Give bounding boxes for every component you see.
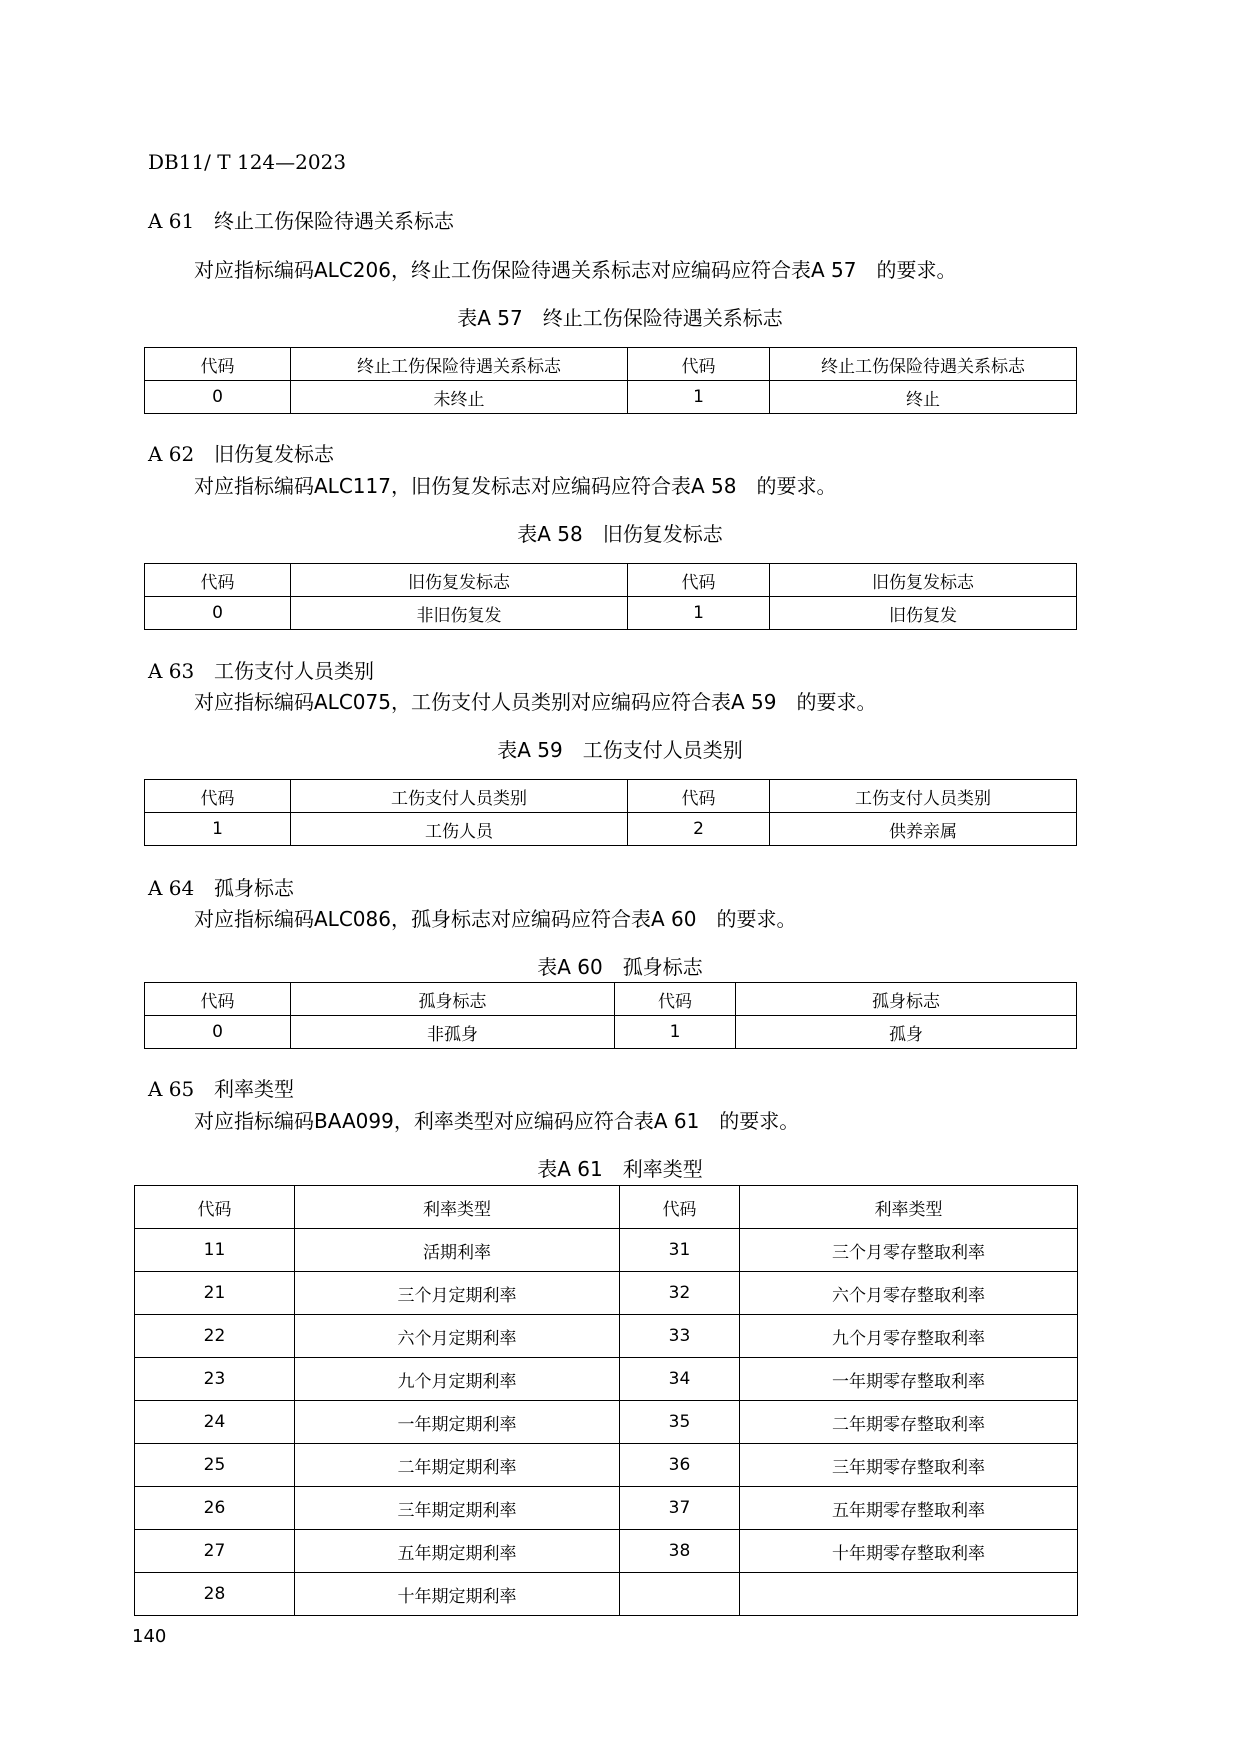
table-row [145,813,1077,846]
table-cell: 三年期零存整取利率 [740,1444,1078,1487]
table-cell: 十年期零存整取利率 [740,1530,1078,1573]
table-cell: 非旧伤复发 [291,597,628,630]
table-cell: 工伤人员 [291,813,628,846]
section-paragraph: 对应指标编码ALC206，终止工伤保险待遇关系标志对应编码应符合表A 57 的要求。 [194,258,957,282]
table-cell: 终止 [770,381,1077,414]
table-cell: 九个月定期利率 [295,1358,620,1401]
table-cell: 二年期零存整取利率 [740,1401,1078,1444]
table-cell: 24 [135,1401,295,1444]
table-header-cell: 旧伤复发标志 [291,564,628,597]
table-caption: 表A 58 旧伤复发标志 [517,522,723,546]
table-cell: 38 [620,1530,740,1573]
section-title [148,655,374,684]
table-caption: 表A 59 工伤支付人员类别 [497,738,743,762]
table-cell: 0 [145,597,291,630]
table-header-cell: 孤身标志 [291,983,615,1016]
section-number: A 65 [148,1077,195,1101]
table-cell: 一年期定期利率 [295,1401,620,1444]
table-cell: 活期利率 [295,1229,620,1272]
section-number: A 63 [148,659,195,683]
table-cell: 36 [620,1444,740,1487]
table-cell: 旧伤复发 [770,597,1077,630]
table-row [145,381,1077,414]
table-cell: 28 [135,1573,295,1616]
table-cell: 2 [628,813,770,846]
table-header-cell: 代码 [145,983,291,1016]
table-cell: 1 [628,381,770,414]
table-cell: 孤身 [736,1016,1077,1049]
section-heading: 旧伤复发标志 [214,442,334,466]
table-cell: 1 [145,813,291,846]
section-number: A 61 [148,209,195,233]
code-table [144,563,1077,630]
table-row [135,1573,1078,1616]
table-cell: 22 [135,1315,295,1358]
table-cell: 供养亲属 [770,813,1077,846]
table-header-cell: 工伤支付人员类别 [770,780,1077,813]
table-header-cell: 代码 [145,780,291,813]
section-title [148,205,454,234]
table-row [135,1272,1078,1315]
section-number: A 64 [148,876,195,900]
table-row [135,1229,1078,1272]
section-heading: 利率类型 [214,1077,294,1101]
table-header-cell: 孤身标志 [736,983,1077,1016]
code-table [144,982,1077,1049]
table-cell: 1 [628,597,770,630]
table-header-cell: 终止工伤保险待遇关系标志 [291,348,628,381]
table-cell: 25 [135,1444,295,1487]
table-caption: 表A 61 利率类型 [537,1157,703,1181]
table-cell: 三个月零存整取利率 [740,1229,1078,1272]
table-header-cell: 代码 [628,564,770,597]
table-cell: 23 [135,1358,295,1401]
table-header-cell: 代码 [145,348,291,381]
table-header-row [145,564,1077,597]
table-header-cell: 代码 [628,780,770,813]
section-paragraph: 对应指标编码ALC086，孤身标志对应编码应符合表A 60 的要求。 [194,907,797,931]
table-cell: 26 [135,1487,295,1530]
table-row [145,1016,1077,1049]
table-cell: 32 [620,1272,740,1315]
section-heading: 终止工伤保险待遇关系标志 [214,209,454,233]
table-cell: 二年期定期利率 [295,1444,620,1487]
table-header-cell: 代码 [628,348,770,381]
table-row [135,1487,1078,1530]
table-cell: 31 [620,1229,740,1272]
table-cell: 34 [620,1358,740,1401]
table-cell: 三个月定期利率 [295,1272,620,1315]
section-title [148,438,334,467]
table-header-row [145,348,1077,381]
table-header-cell: 利率类型 [740,1186,1078,1229]
table-header-cell: 利率类型 [295,1186,620,1229]
section-heading: 孤身标志 [214,876,294,900]
section-paragraph: 对应指标编码ALC075，工伤支付人员类别对应编码应符合表A 59 的要求。 [194,690,877,714]
section-paragraph: 对应指标编码ALC117，旧伤复发标志对应编码应符合表A 58 的要求。 [194,474,837,498]
table-cell: 非孤身 [291,1016,615,1049]
table-cell: 0 [145,381,291,414]
code-table [144,347,1077,414]
table-cell: 1 [615,1016,736,1049]
code-table [134,1185,1078,1616]
table-caption: 表A 60 孤身标志 [537,955,703,979]
table-header-cell: 终止工伤保险待遇关系标志 [770,348,1077,381]
table-cell [620,1573,740,1616]
section-title [148,1073,294,1102]
table-cell: 九个月零存整取利率 [740,1315,1078,1358]
page-number: 140 [132,1626,167,1647]
section-title [148,872,294,901]
table-header-cell: 工伤支付人员类别 [291,780,628,813]
section-heading: 工伤支付人员类别 [214,659,374,683]
table-header-cell: 旧伤复发标志 [770,564,1077,597]
table-cell: 六个月零存整取利率 [740,1272,1078,1315]
table-cell: 五年期定期利率 [295,1530,620,1573]
table-header-cell: 代码 [615,983,736,1016]
table-row [135,1358,1078,1401]
section-paragraph: 对应指标编码BAA099，利率类型对应编码应符合表A 61 的要求。 [194,1109,800,1133]
table-header-cell: 代码 [620,1186,740,1229]
table-header-cell: 代码 [135,1186,295,1229]
code-table [144,779,1077,846]
table-header-cell: 代码 [145,564,291,597]
table-cell: 35 [620,1401,740,1444]
table-header-row [135,1186,1078,1229]
section-number: A 62 [148,442,195,466]
table-row [135,1530,1078,1573]
table-cell: 0 [145,1016,291,1049]
table-cell: 一年期零存整取利率 [740,1358,1078,1401]
table-cell: 三年期定期利率 [295,1487,620,1530]
table-cell [740,1573,1078,1616]
table-cell: 未终止 [291,381,628,414]
table-cell: 11 [135,1229,295,1272]
table-row [135,1401,1078,1444]
table-cell: 五年期零存整取利率 [740,1487,1078,1530]
table-cell: 21 [135,1272,295,1315]
table-cell: 33 [620,1315,740,1358]
table-cell: 十年期定期利率 [295,1573,620,1616]
table-row [135,1315,1078,1358]
table-cell: 27 [135,1530,295,1573]
table-cell: 37 [620,1487,740,1530]
document-id: DB11/ T 124—2023 [148,150,347,174]
table-caption: 表A 57 终止工伤保险待遇关系标志 [457,306,783,330]
table-cell: 六个月定期利率 [295,1315,620,1358]
table-row [145,597,1077,630]
table-header-row [145,983,1077,1016]
table-row [135,1444,1078,1487]
table-header-row [145,780,1077,813]
